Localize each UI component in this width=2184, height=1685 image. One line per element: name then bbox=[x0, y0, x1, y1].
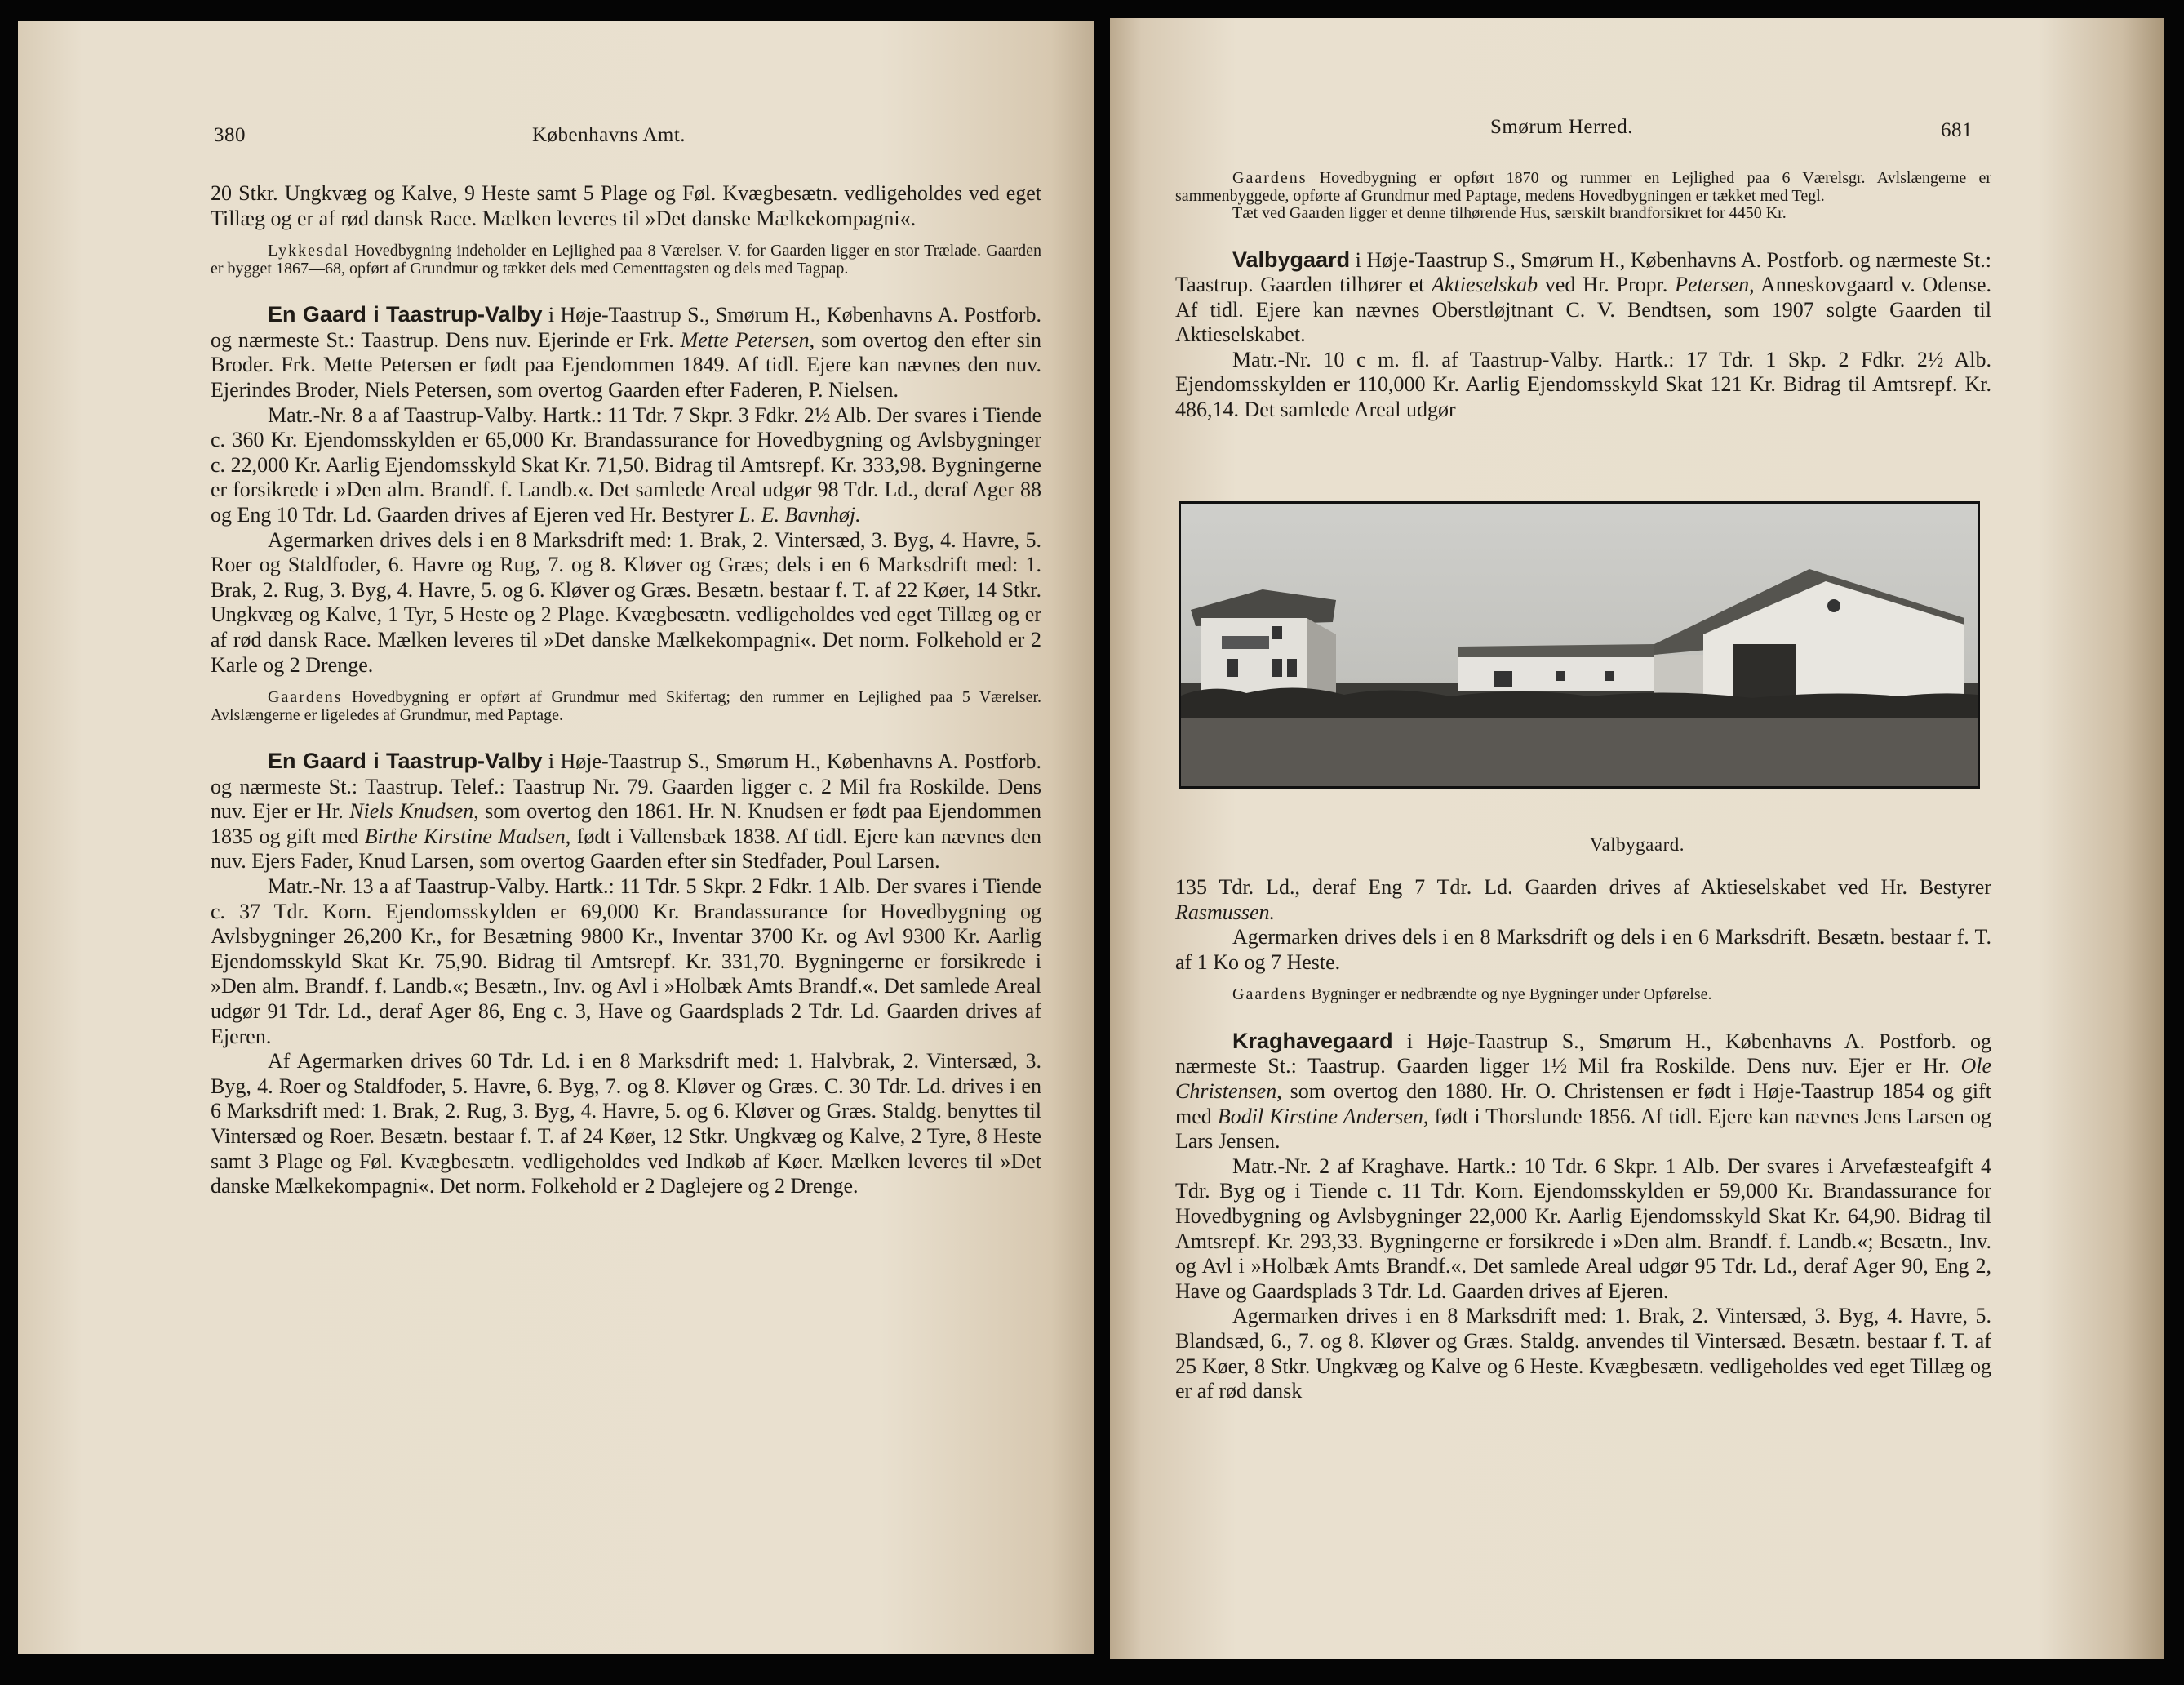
paragraph: Agermarken drives dels i en 8 Marksdrift med: 1. Brak, 2. Vintersæd, 3. Byg, 4. Havre, 5. Roer og Staldfoder, 6. Havre og Rug, 7. og 8. Kløver og Græs; dels i en 6 Marksdrift med: 1. Brak, 2. Rug, 3. Byg, 4. Havre, 5. og 6. Kløver og Græs. Besætn. bestaar f. T. af 22 Køer, 14 Stkr. Ungkvæg og Kalve, 1 Tyr, 5 Heste og 2 Plage. Kvægbesætn. vedligeholdes ved eget Tillæg og er af rød dansk Race. Mælken leveres til »Det danske Mælkekompagni«. Det norm. Folkehold er 2 Karle og 2 Drenge. bbox=[211, 527, 1041, 677]
entry-paragraph: En Gaard i Taastrup-Valby i Høje-Taastrup S., Smørum H., Københavns A. Postforb. og nærmeste St.: Taastrup. Telef.: Taastrup Nr. 79. Gaarden ligger c. 2 Mil fra Roskilde. Dens nuv. Ejer er Hr. Niels Knudsen, som overtog den 1861. Hr. N. Knudsen er født paa Ejendommen 1835 og gift med Birthe Kirstine Madsen, født i Vallensbæk 1838. Af tidl. Ejere kan nævnes den nuv. Ejers Fader, Knud Larsen, som overtog Gaarden efter sin Stedfader, Poul Larsen. bbox=[211, 749, 1042, 874]
note-paragraph: Gaardens Bygninger er nedbrændte og nye Bygninger under Opførelse. bbox=[1232, 985, 1712, 1004]
entry-paragraph: Kraghavegaard i Høje-Taastrup S., Smørum H., Københavns A. Postforb. og nærmeste St.: Taastrup. Gaarden ligger 1½ Mil fra Roskilde. Dens nuv. Ejer er Hr. Ole Christensen, som overtog den 1880. Hr. O. Christensen er født i Høje-Taastrup 1854 og gift med Bodil Kirstine Andersen, født i Thorslunde 1856. Af tidl. Ejere kan nævnes Jens Larsen og Lars Jensen. bbox=[1175, 1028, 1991, 1154]
note-paragraph: Gaardens Hovedbygning er opført 1870 og rummer en Lejlighed paa 6 Værelsgr. Avlslængerne er sammenbyggede, opførte af Grundmur med Paptage, medens Hovedbygningen er tækket med Tegl. bbox=[1175, 169, 1991, 205]
note-paragraph: Lykkesdal Hovedbygning indeholder en Lejlighed paa 8 Værelser. V. for Gaarden ligger en stor Trælade. Gaarden er bygget 1867—68, opført af Grundmur og tækket dels med Cementtagsten og dels med Tagpap. bbox=[211, 242, 1041, 278]
farm-illustration bbox=[1181, 504, 1978, 786]
paragraph: Matr.-Nr. 2 af Kraghave. Hartk.: 10 Tdr. 6 Skpr. 1 Alb. Der svares i Arvefæsteafgift 4 Tdr. Byg og i Tiende c. 11 Tdr. Korn. Ejendomsskylden er 59,000 Kr. Brandassurance for Hovedbygning og Avlsbygninger 22,000 Kr. Aarlig Ejendomsskyld Skat Kr. 64,90. Bidrag til Amtsrepf. Kr. 293,33. Bygningerne er forsikrede i »Den alm. Brandf. f. Landb.«; Besætn., Inv. og Avl i »Holbæk Amts Brandf.«. Det samlede Areal udgør 95 Tdr. Ld., deraf Ager 90, Eng 2, Have og Gaardsplads 3 Tdr. Ld. Gaarden drives af Ejeren. bbox=[1175, 1154, 1991, 1303]
page-number: 681 bbox=[1941, 119, 1973, 141]
entry-title: En Gaard i Taastrup-Valby bbox=[268, 749, 543, 774]
entry-title: Valbygaard bbox=[1232, 247, 1351, 272]
paragraph: Agermarken drives dels i en 8 Marksdrift og dels i en 6 Marksdrift. Besætn. bestaar f. T. af 1 Ko og 7 Heste. bbox=[1175, 925, 1991, 974]
paragraph: Matr.-Nr. 10 c m. fl. af Taastrup-Valby. Hartk.: 17 Tdr. 1 Skp. 2 Fdkr. 2½ Alb. Ejendomsskylden er 110,000 Kr. Aarlig Ejendomsskyld Skat 121 Kr. Bidrag til Amtsrepf. Kr. 486,14. Det samlede Areal udgør bbox=[1175, 347, 1991, 422]
entry-title: En Gaard i Taastrup-Valby bbox=[268, 302, 543, 327]
left-text-column bbox=[211, 181, 1041, 1199]
right-page bbox=[1110, 18, 2164, 1659]
paragraph: 135 Tdr. Ld., deraf Eng 7 Tdr. Ld. Gaarden drives af Aktieselskabet ved Hr. Bestyrer Rasmussen. bbox=[1175, 875, 1991, 924]
photo-caption: Valbygaard. bbox=[1590, 834, 1685, 855]
paragraph: 20 Stkr. Ungkvæg og Kalve, 9 Heste samt 5 Plage og Føl. Kvægbesætn. vedligeholdes ved eget Tillæg og er af rød dansk Race. Mælken leveres til »Det danske Mælkekompagni«. bbox=[211, 181, 1041, 230]
left-page bbox=[18, 21, 1094, 1654]
entry-title: Kraghavegaard bbox=[1232, 1028, 1393, 1053]
paragraph: Agermarken drives i en 8 Marksdrift med: 1. Brak, 2. Vintersæd, 3. Byg, 4. Havre, 5. Blandsæd, 6., 7. og 8. Kløver og Græs. Staldg. anvendes til Vintersæd. Besætn. bestaar f. T. af 25 Køer, 8 Stkr. Ungkvæg og Kalve og 6 Heste. Kvægbesætn. vedligeholdes ved eget Tillæg og er af rød dansk bbox=[1175, 1304, 1991, 1403]
page-number: 380 bbox=[214, 124, 246, 146]
paragraph: Af Agermarken drives 60 Tdr. Ld. i en 8 Marksdrift med: 1. Halvbrak, 2. Vintersæd, 3. Byg, 4. Roer og Staldfoder, 5. Havre, 6. Byg, 7. og 8. Kløver og Græs. C. 30 Tdr. Ld. drives i en 6 Marksdrift med: 1. Brak, 2. Rug, 3. Byg, 4. Havre, 5. og 6. Kløver og Græs. Staldg. benyttes til Vintersæd og Roer. Besætn. bestaar f. T. af 24 Køer, 12 Stkr. Ungkvæg og Kalve, 2 Tyre, 8 Heste samt 3 Plage og Føl. Kvægbesætn. vedligeholdes ved Indkøb af Køer. Mælken leveres til »Det danske Mælkekompagni«. Det norm. Folkehold er 2 Daglejere og 2 Drenge. bbox=[211, 1049, 1041, 1198]
note-paragraph: Gaardens Hovedbygning er opført af Grundmur med Skifertag; den rummer en Lejlighed paa 5 Værelser. Avlslængerne er ligeledes af Grundmur, med Paptage. bbox=[211, 688, 1041, 724]
right-text-column-bottom bbox=[1175, 875, 1991, 1404]
entry-paragraph: En Gaard i Taastrup-Valby i Høje-Taastrup S., Smørum H., Københavns A. Postforb. og nærmeste St.: Taastrup. Dens nuv. Ejerinde er Frk. Mette Petersen, som overtog den efter sin Broder. Frk. Mette Petersen er født paa Ejendommen 1849. Af tidl. Ejere kan nævnes den nuv. Ejerindes Broder, Niels Petersen, som overtog Gaarden efter Faderen, P. Nielsen. bbox=[211, 302, 1041, 402]
running-header: Smørum Herred. bbox=[1490, 116, 1634, 138]
running-header: Københavns Amt. bbox=[532, 124, 686, 146]
note-paragraph: Tæt ved Gaarden ligger et denne tilhørende Hus, særskilt brandforsikret for 4450 Kr. bbox=[1232, 204, 1787, 222]
entry-paragraph: Valbygaard i Høje-Taastrup S., Smørum H., Københavns A. Postforb. og nærmeste St.: Taastrup. Gaarden tilhører et Aktieselskab ved Hr. Propr. Petersen, Anneskovgaard v. Odense. Af tidl. Ejere kan nævnes Oberstløjtnant C. V. Bendtsen, som 1907 solgte Gaarden til Aktieselskabet. bbox=[1175, 247, 1991, 347]
farm-photo bbox=[1179, 501, 1980, 789]
right-text-column-top bbox=[1175, 170, 1991, 423]
paragraph: Matr.-Nr. 13 a af Taastrup-Valby. Hartk.: 11 Tdr. 5 Skpr. 2 Fdkr. 1 Alb. Der svares i Tiende c. 37 Tdr. Korn. Ejendomsskylden er 69,000 Kr. Brandassurance for Hovedbygning og Avlsbygninger 26,200 Kr., for Besætning 9800 Kr., Inventar 3700 Kr. og Avl 9300 Kr. Aarlig Ejendomsskyld Skat Kr. 75,90. Bidrag til Amtsrepf. Kr. 331,70. Bygningerne er forsikrede i »Den alm. Brandf. f. Landb.«; Besætn., Inv. og Avl i »Holbæk Amts Brandf.«. Det samlede Areal udgør 91 Tdr. Ld., deraf Ager 86, Eng c. 3, Have og Gaardsplads 2 Tdr. Ld. Gaarden drives af Ejeren. bbox=[211, 874, 1041, 1048]
paragraph: Matr.-Nr. 8 a af Taastrup-Valby. Hartk.: 11 Tdr. 7 Skpr. 3 Fdkr. 2½ Alb. Der svares i Tiende c. 360 Kr. Ejendomsskylden er 65,000 Kr. Brandassurance for Hovedbygning og Avlsbygninger c. 22,000 Kr. Aarlig Ejendomsskyld Skat Kr. 71,50. Bidrag til Amtsrepf. Kr. 333,98. Bygningerne er forsikrede i »Den alm. Brandf. f. Landb.«. Det samlede Areal udgør 98 Tdr. Ld., deraf Ager 88 og Eng 10 Tdr. Ld. Gaarden drives af Ejeren ved Hr. Bestyrer L. E. Bavnhøj. bbox=[211, 402, 1041, 527]
